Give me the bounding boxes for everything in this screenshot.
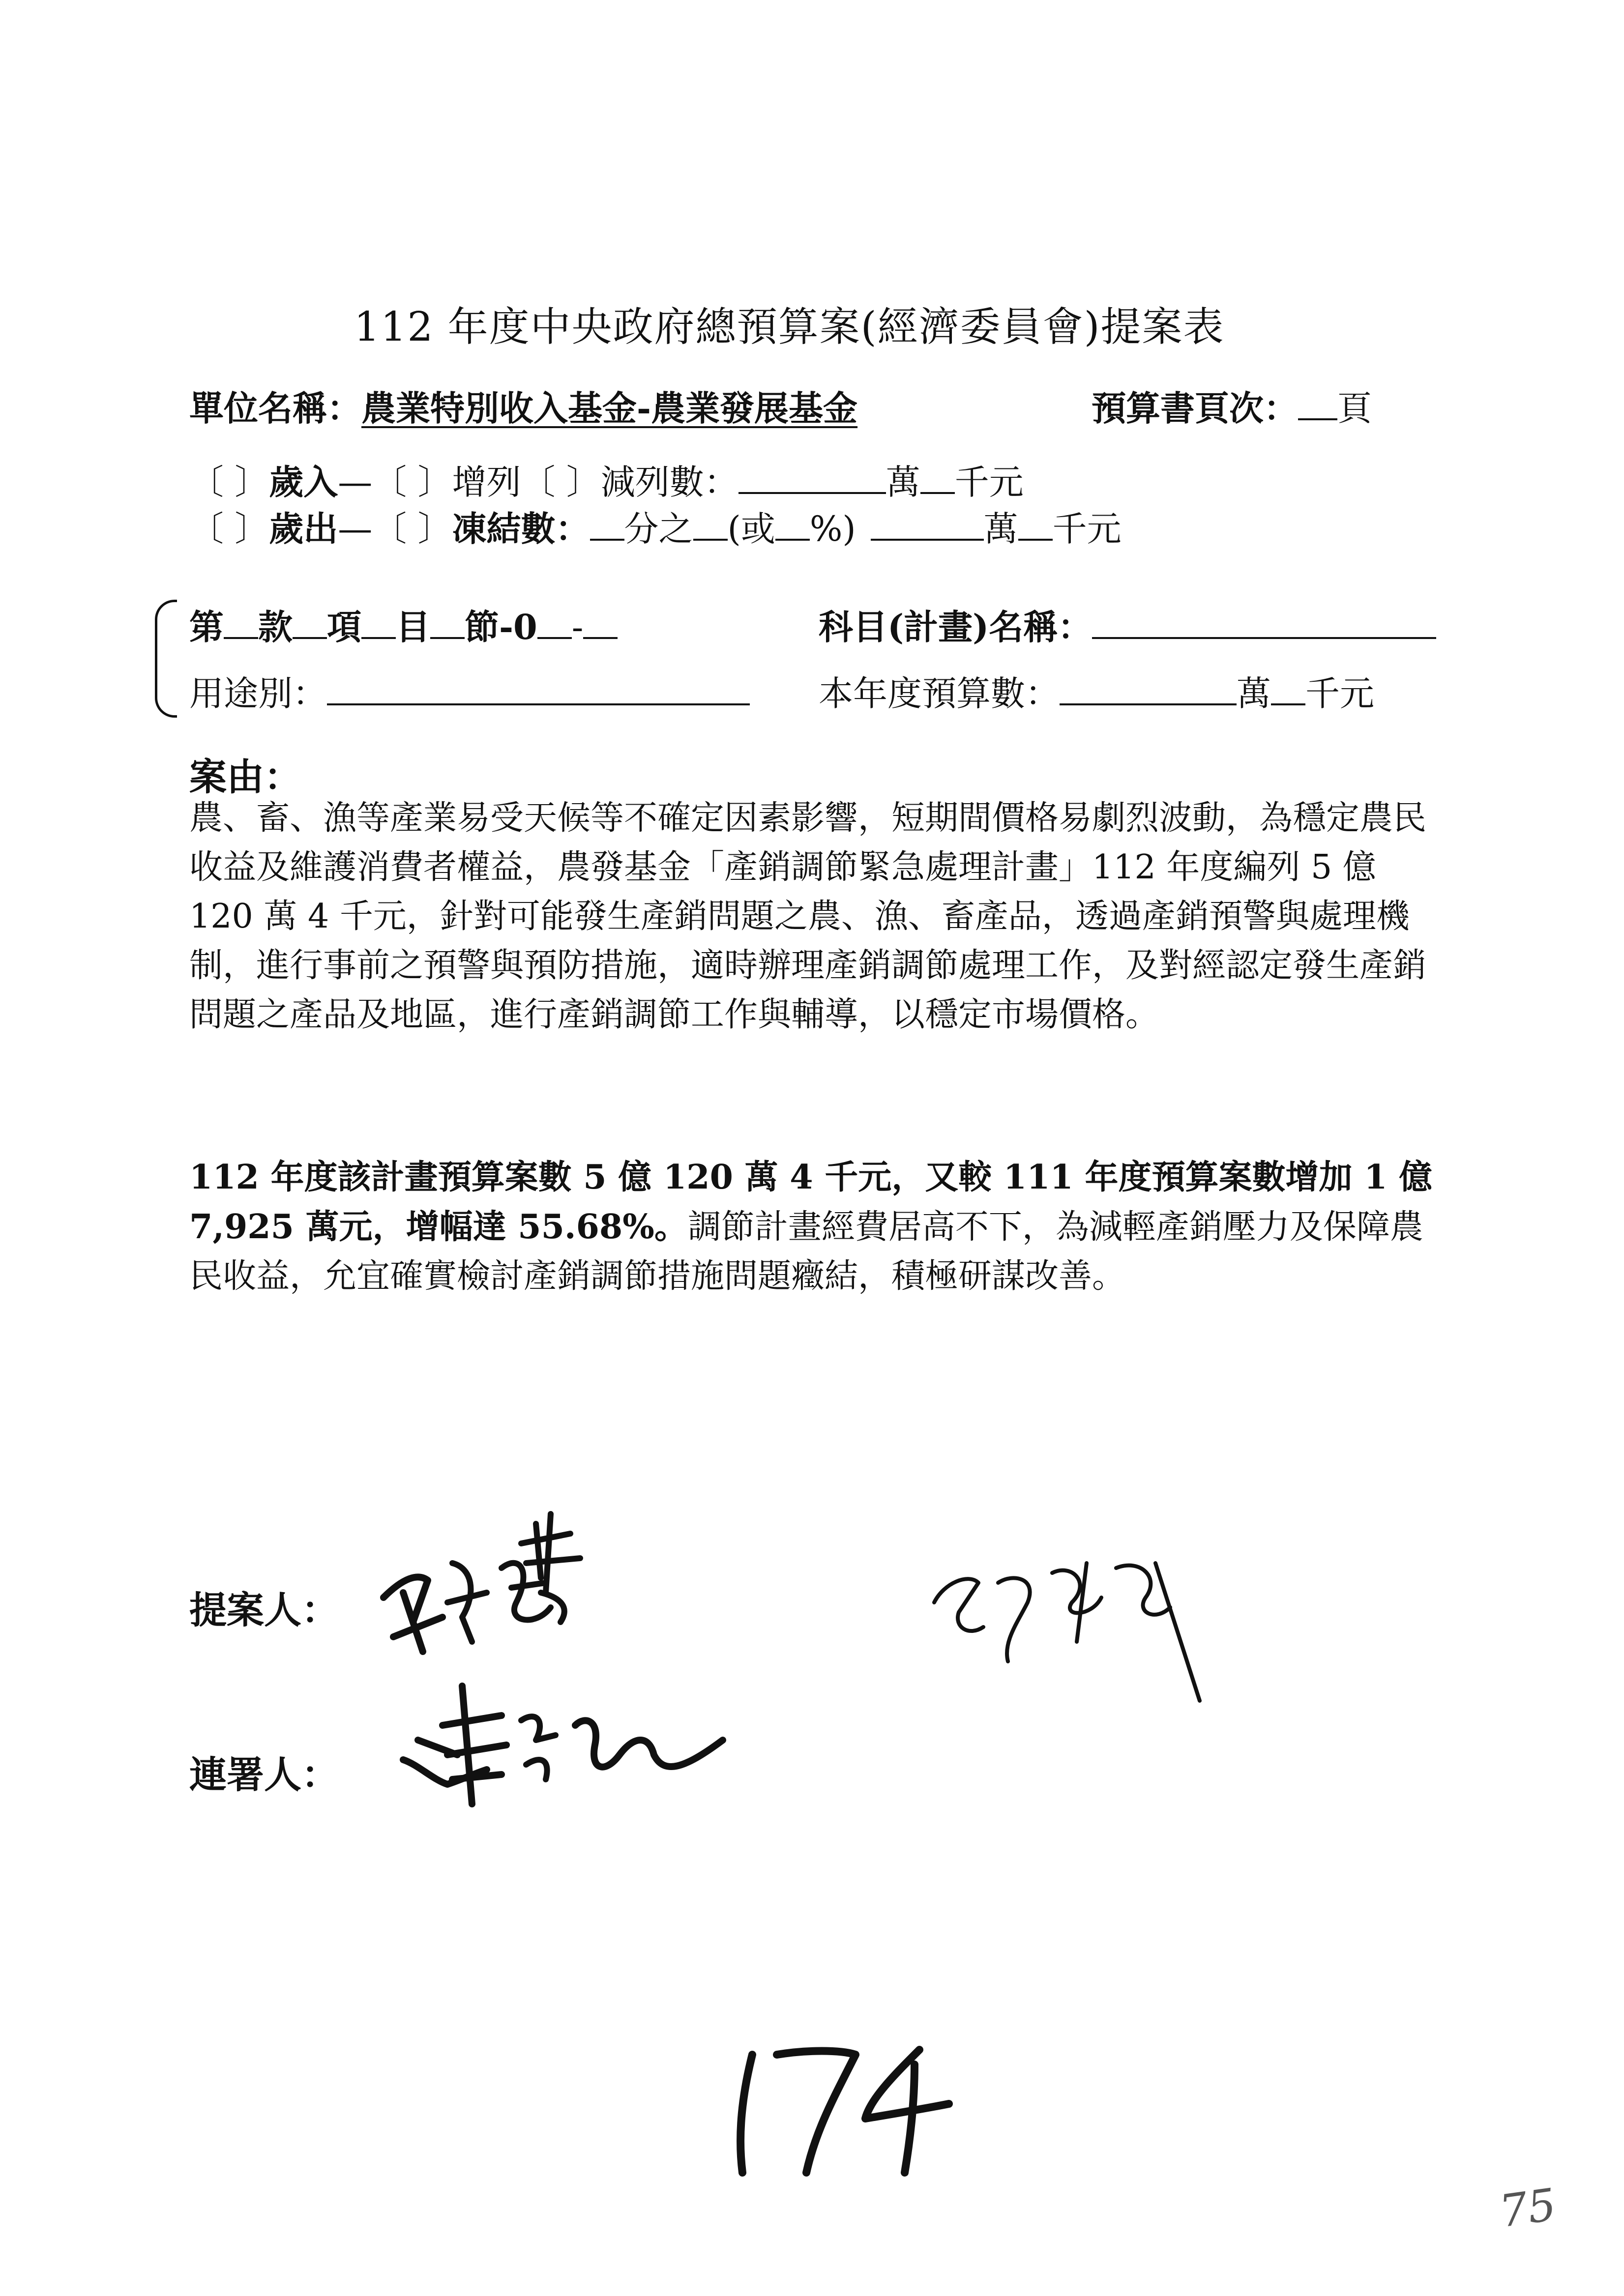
decrease-checkbox[interactable]: 〔 〕 <box>521 462 601 502</box>
expenditure-qianyuan: 千元 <box>1052 509 1122 549</box>
handwritten-page-number-text <box>708 2025 709 2026</box>
page-ref <box>1092 381 1372 431</box>
mu-blank[interactable] <box>430 608 465 639</box>
reason-paragraph-2-bold: 112 年度該計畫預算案數 5 億 120 萬 4 千元，又較 111 年度預算案數增加 1 億 7,925 萬元，增幅達 55.68%。 <box>189 1158 1433 1247</box>
freeze-checkbox[interactable]: 〔 〕 <box>372 509 452 549</box>
reason-heading: 案由： <box>189 755 301 799</box>
page-title: 112 年度中央政府總預算案(經濟委員會)提案表 <box>354 304 1225 350</box>
freeze-denominator-blank[interactable] <box>693 509 728 541</box>
budget-qian-blank[interactable] <box>1271 674 1305 705</box>
unit-label: 單位名稱： <box>189 388 361 429</box>
xiang-blank[interactable] <box>361 608 396 639</box>
subject-blank[interactable] <box>1092 608 1436 639</box>
di-label: 第 <box>189 607 224 647</box>
decrease-label: 減列數： <box>600 462 738 502</box>
classification-row <box>189 600 618 649</box>
freeze-amount-blank[interactable] <box>871 509 984 541</box>
revenue-wan: 萬 <box>886 462 920 502</box>
proposer-label: 提案人： <box>189 1588 339 1632</box>
reason-paragraph-1: 農、畜、漁等產業易受天候等不確定因素影響，短期間價格易劇烈波動，為穩定農民收益及維護消費者權益，農發基金「產銷調節緊急處理計畫」112 年度編列 5 億 120 萬 4 千元，針對可能發生產銷問題之農、漁、畜產品，透過產銷預警與處理機制，進行事前之預警與預防措施，適時辦理產銷調節處理工作，及對經認定發生產銷問題之產品及地區，進行產銷調節工作與輔導，以穩定市場價格。 <box>189 799 1427 1034</box>
fen-zhi: 分之 <box>624 509 693 549</box>
usage-label: 用途別： <box>189 673 327 714</box>
xiang-label: 項 <box>327 607 361 647</box>
increase-checkbox[interactable]: 〔 〕 <box>372 462 452 502</box>
unit-row <box>189 381 857 431</box>
budget-label: 本年度預算數： <box>819 673 1060 714</box>
budget-qianyuan: 千元 <box>1305 673 1374 714</box>
jie-dash: - <box>571 607 584 647</box>
freeze-label: 凍結數： <box>452 508 590 549</box>
subject-label: 科目(計畫)名稱： <box>819 607 1093 647</box>
page-suffix: 頁 <box>1337 388 1372 429</box>
freeze-percent-blank[interactable] <box>775 509 810 541</box>
unit-name: 農業特別收入基金-農業發展基金 <box>361 388 858 429</box>
classification-brace <box>155 600 177 718</box>
jie-blank-2[interactable] <box>583 608 618 639</box>
expenditure-wan: 萬 <box>983 509 1018 549</box>
expenditure-label: 歲出 <box>269 508 338 549</box>
revenue-dash: — <box>338 462 373 502</box>
cosigner-label: 連署人： <box>189 1753 339 1797</box>
revenue-row <box>189 455 1024 504</box>
revenue-qian-blank[interactable] <box>920 463 955 494</box>
usage-blank[interactable] <box>327 674 750 705</box>
usage-row <box>189 666 750 716</box>
page-blank <box>1298 389 1337 420</box>
jie-label: 節-0 <box>465 607 537 647</box>
reason-paragraph-2 <box>189 1153 1448 1301</box>
revenue-qianyuan: 千元 <box>954 462 1024 502</box>
revenue-label: 歲入 <box>269 462 338 502</box>
budget-wan: 萬 <box>1237 673 1271 714</box>
huo-open: (或 <box>727 509 775 549</box>
kuan-label: 款 <box>258 607 293 647</box>
mu-label: 目 <box>396 607 430 647</box>
revenue-checkbox[interactable]: 〔 〕 <box>189 462 269 502</box>
handwritten-page-number <box>708 2025 964 2182</box>
cosigner-signature <box>388 1657 762 1833</box>
jie-blank-1[interactable] <box>537 608 572 639</box>
expenditure-qian-blank[interactable] <box>1018 509 1053 541</box>
percent-close: %) <box>809 509 856 549</box>
kuan-blank[interactable] <box>293 608 327 639</box>
expenditure-checkbox[interactable]: 〔 〕 <box>189 509 269 549</box>
expenditure-row <box>189 501 1122 551</box>
page-label: 預算書頁次： <box>1092 388 1298 429</box>
di-blank[interactable] <box>224 608 258 639</box>
decrease-amount-blank[interactable] <box>738 463 886 494</box>
increase-label: 增列 <box>452 462 521 502</box>
freeze-numerator-blank[interactable] <box>590 509 624 541</box>
budget-amount-blank[interactable] <box>1060 674 1237 705</box>
budget-row <box>819 666 1374 716</box>
proposer-signature-2 <box>924 1543 1219 1720</box>
corner-number: 75 <box>1496 2179 1560 2238</box>
reason-paragraph-2-rest: 調節計畫經費居高不下，為減輕產銷壓力及保障農民收益，允宜確實檢討產銷調節措施問題癥結，積極研謀改善。 <box>189 1208 1423 1296</box>
subject-row <box>819 600 1436 649</box>
expenditure-dash: — <box>338 509 373 549</box>
